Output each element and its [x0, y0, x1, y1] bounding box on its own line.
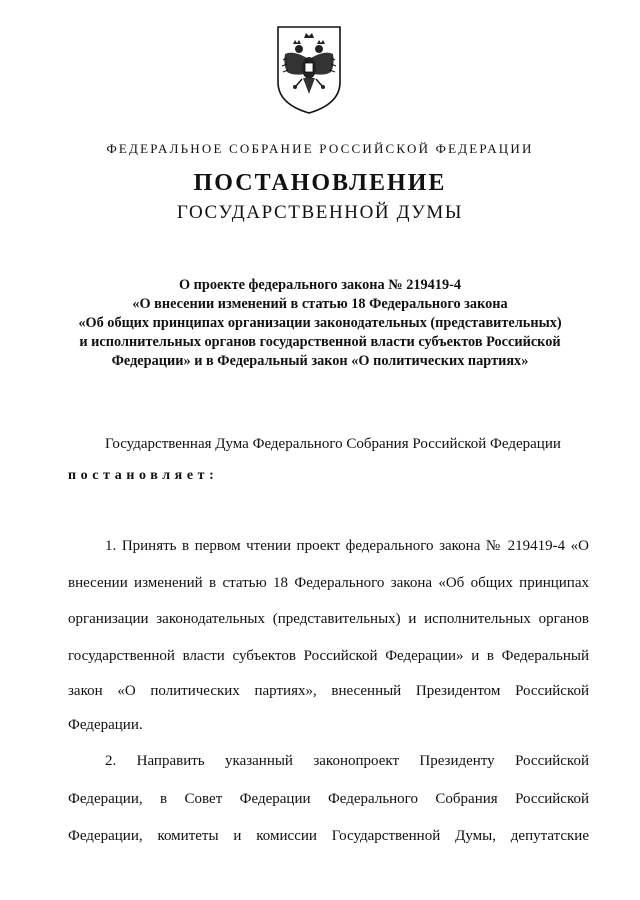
subject-line: О проекте федерального закона № 219419-4 [178, 277, 462, 293]
subject-line: Федерации» и в Федеральный закон «О политических партиях» [111, 353, 529, 369]
item-1-line: закон «О политических партиях», внесенный Президентом Российской [68, 683, 589, 699]
document-issuer: ГОСУДАРСТВЕННОЙ ДУМЫ [176, 202, 464, 223]
subject-line: «Об общих принципах организации законодательных (представительных) [78, 315, 562, 331]
item-2-line: 2. Направить указанный законопроект Президенту Российской [105, 753, 589, 769]
subject-line: и исполнительных органов государственной власти субъектов Российской [79, 334, 561, 350]
document-type-title: ПОСТАНОВЛЕНИЕ [193, 170, 447, 196]
item-1-line: государственной власти субъектов Российской Федерации» и в Федеральный [68, 648, 589, 664]
item-1-line: организации законодательных (представительных) и исполнительных органов [68, 611, 589, 627]
item-2-line: Федерации, комитеты и комиссии Государственной Думы, депутатские [68, 828, 589, 844]
item-1-line: внесении изменений в статью 18 Федерального закона «Об общих принципах [68, 575, 589, 591]
item-1-line: Федерации. [68, 717, 143, 733]
assembly-name: ФЕДЕРАЛЬНОЕ СОБРАНИЕ РОССИЙСКОЙ ФЕДЕРАЦИИ [106, 141, 534, 156]
preamble-text: Государственная Дума Федерального Собрания Российской Федерации [105, 436, 561, 452]
coat-of-arms-icon [275, 24, 343, 116]
subject-line: «О внесении изменений в статью 18 Федерального закона [132, 296, 508, 312]
item-1-line: 1. Принять в первом чтении проект федерального закона № 219419-4 «О [105, 538, 589, 554]
resolves-word: постановляет: [68, 468, 219, 483]
item-2-line: Федерации, в Совет Федерации Федерального Собрания Российской [68, 791, 589, 807]
document-subject [60, 276, 580, 371]
